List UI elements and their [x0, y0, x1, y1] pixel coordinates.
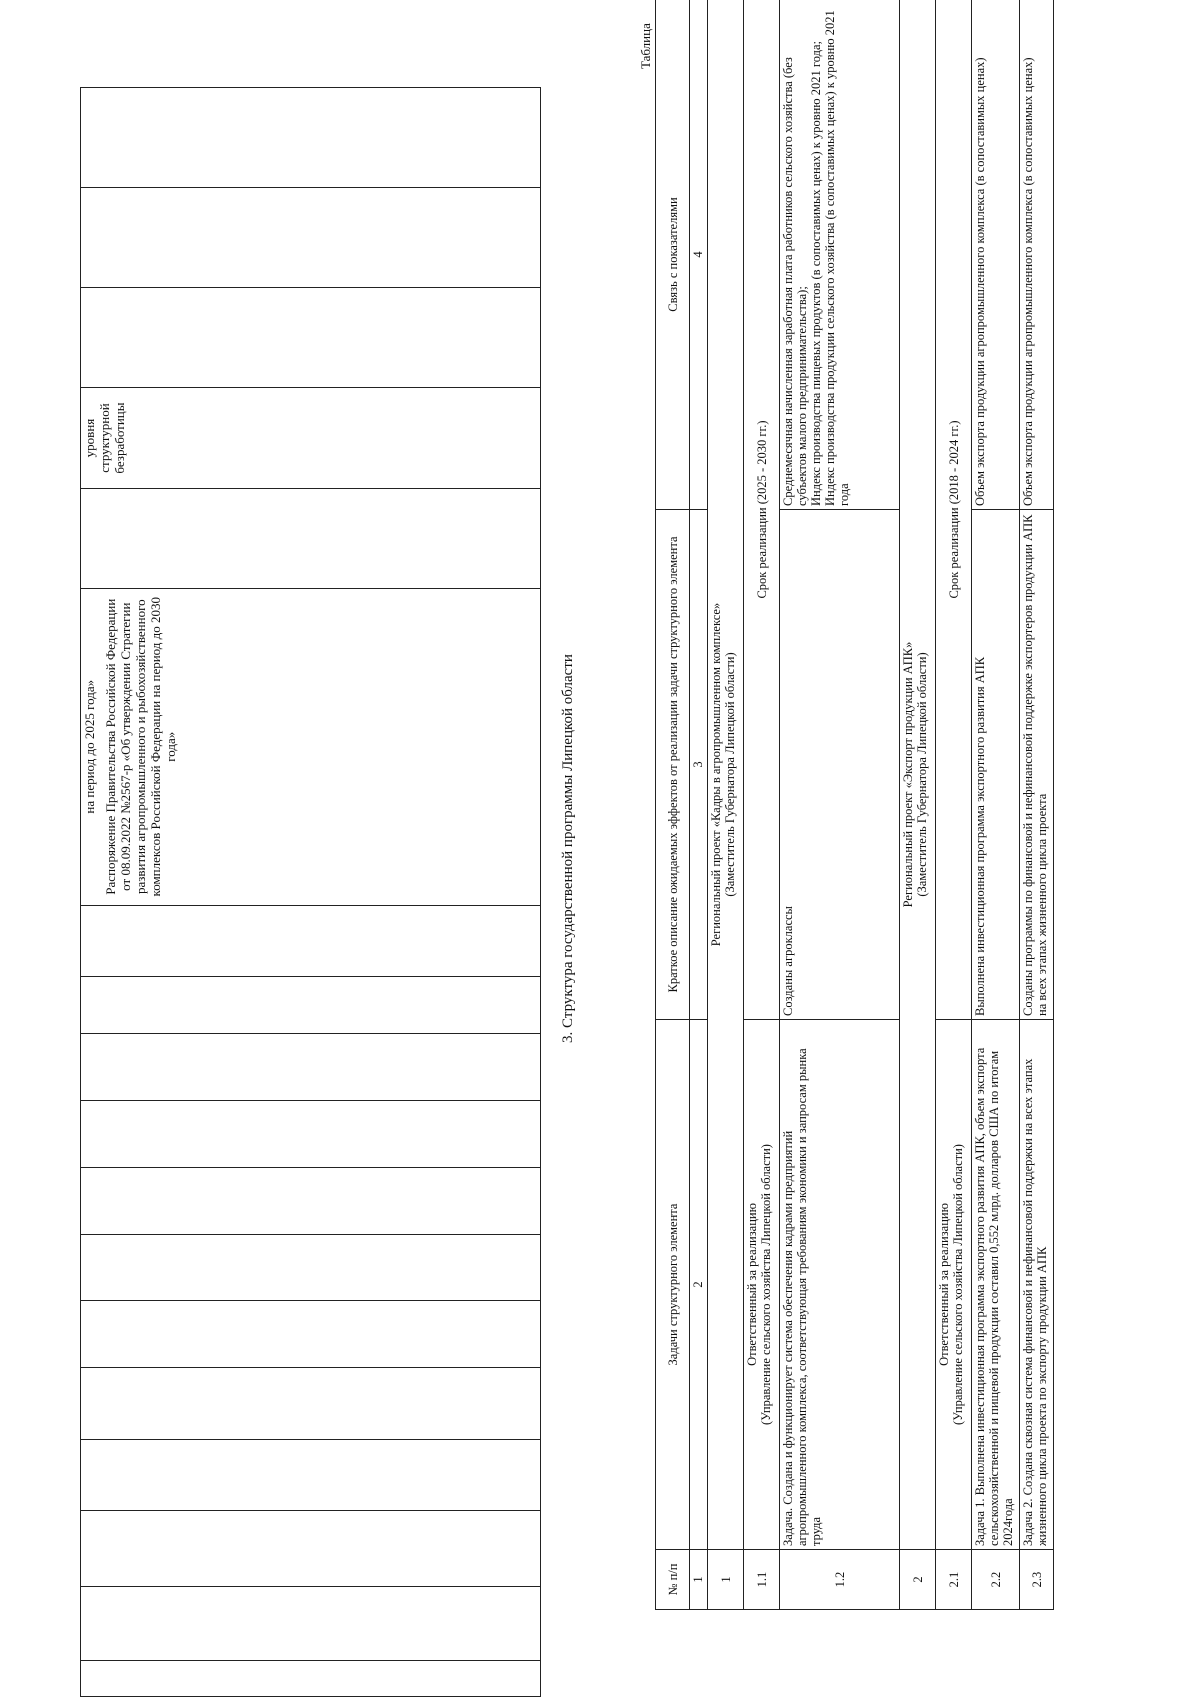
task-cell: Задача. Создана и функционирует система обеспечения кадрами предприятий агропромышленного комплекса, соответствующая требованиям экономики и запросам рынка труда — [780, 1020, 900, 1550]
project-title: Региональный проект «Экспорт продукции АПК» — [901, 641, 915, 908]
term-cell: Срок реализации (2018 - 2024 гг.) — [936, 0, 972, 1020]
legal-basis-decree: Распоряжение Правительства Российской Федерации от 08.09.2022 №2567-р «Об утверждении Стратегии развития агропромышленного и рыбохозяйственного комплексов Российской Федерации на период до 2030 года» — [103, 596, 178, 897]
upper-cell — [81, 1301, 541, 1368]
table-row — [780, 0, 900, 1610]
row-number: 1 — [708, 1550, 744, 1610]
indicator-line: Индекс производства продукции сельского хозяйства (в сопоставимых ценах) к уровню 2021 года — [823, 10, 851, 506]
table-row — [936, 0, 972, 1610]
responsible-name: (Управление сельского хозяйства Липецкой области) — [951, 1144, 965, 1425]
indicator-note-cell: уровня структурной безработицы — [81, 388, 541, 488]
responsible-cell — [744, 1020, 780, 1550]
row-number: 2.2 — [972, 1550, 1020, 1610]
col-number: 3 — [690, 510, 708, 1020]
upper-cell — [81, 1661, 541, 1697]
upper-cell — [81, 977, 541, 1034]
upper-cell — [81, 1034, 541, 1101]
row-number: 1.1 — [744, 1550, 780, 1610]
legal-basis-previous: на период до 2025 года» — [82, 679, 97, 814]
table-label: Таблица — [638, 23, 653, 69]
upper-cell — [81, 905, 541, 977]
indicator-cell — [780, 0, 900, 510]
upper-cell — [81, 1439, 541, 1511]
header-num: № п/п — [656, 1550, 690, 1610]
indicator-line: Индекс производства пищевых продуктов (в сопоставимых ценах) к уровню 2021 года; — [809, 41, 823, 506]
project-cell — [900, 0, 936, 1550]
upper-cell — [81, 1511, 541, 1587]
upper-cell — [81, 1101, 541, 1168]
table-row — [1020, 0, 1054, 1610]
effect-cell: Выполнена инвестиционная программа экспортного развития АПК — [972, 510, 1020, 1020]
row-number: 2 — [900, 1550, 936, 1610]
upper-cell — [81, 1234, 541, 1301]
table-row — [972, 0, 1020, 1610]
project-cell — [708, 0, 744, 1550]
responsible-title: Ответственный за реализацию — [745, 1203, 759, 1366]
project-curator: (Заместитель Губернатора Липецкой области) — [723, 652, 737, 897]
indicator-cell: Объем экспорта продукции агропромышленного комплекса (в сопоставимых ценах) — [1020, 0, 1054, 510]
table-row — [708, 0, 744, 1610]
header-indicators: Связь с показателями — [656, 0, 690, 510]
upper-cell — [81, 288, 541, 388]
row-number: 2.3 — [1020, 1550, 1054, 1610]
responsible-title: Ответственный за реализацию — [937, 1203, 951, 1366]
col-number: 2 — [690, 1020, 708, 1550]
project-title: Региональный проект «Кадры в агропромышленном комплексе» — [709, 602, 723, 947]
col-number: 4 — [690, 0, 708, 510]
header-effects: Краткое описание ожидаемых эффектов от реализации задачи структурного элемента — [656, 510, 690, 1020]
upper-cell — [81, 1368, 541, 1440]
upper-cell — [81, 488, 541, 588]
task-cell: Задача 1. Выполнена инвестиционная программа экспортного развития АПК, объем экспорта сельскохозяйственной и пищевой продукции составил 0,552 млрд. долларов США по итогам 2024года — [972, 1020, 1020, 1550]
effect-cell: Созданы программы по финансовой и нефинансовой поддержке экспортеров продукции АПК на всех этапах жизненного цикла проекта — [1020, 510, 1054, 1020]
upper-continuation-table — [80, 87, 541, 1697]
indicator-cell: Объем экспорта продукции агропромышленного комплекса (в сопоставимых ценах) — [972, 0, 1020, 510]
row-number: 2.1 — [936, 1550, 972, 1610]
row-number: 1.2 — [780, 1550, 900, 1610]
upper-cell — [81, 88, 541, 188]
effect-cell: Созданы агроклассы — [780, 510, 900, 1020]
task-cell: Задача 2. Создана сквозная система финансовой и нефинансовой поддержки на всех этапах жизненного цикла проекта по экспорту продукции АПК — [1020, 1020, 1054, 1550]
indicator-line: Среднемесячная начисленная заработная плата работников сельского хозяйства (без субъектов малого предпринимательства); — [781, 57, 809, 506]
responsible-name: (Управление сельского хозяйства Липецкой области) — [759, 1144, 773, 1425]
table-row — [900, 0, 936, 1610]
structure-table — [655, 0, 1054, 1610]
upper-cell — [81, 1167, 541, 1234]
col-number: 1 — [690, 1550, 708, 1610]
term-cell: Срок реализации (2025 - 2030 гг.) — [744, 0, 780, 1020]
upper-cell — [81, 1587, 541, 1661]
upper-cell — [81, 188, 541, 288]
section-heading: 3. Структура государственной программы Липецкой области — [560, 654, 576, 1043]
responsible-cell — [936, 1020, 972, 1550]
header-tasks: Задачи структурного элемента — [656, 1020, 690, 1550]
legal-basis-cell — [81, 588, 541, 905]
table-row — [744, 0, 780, 1610]
project-curator: (Заместитель Губернатора Липецкой области) — [915, 652, 929, 897]
